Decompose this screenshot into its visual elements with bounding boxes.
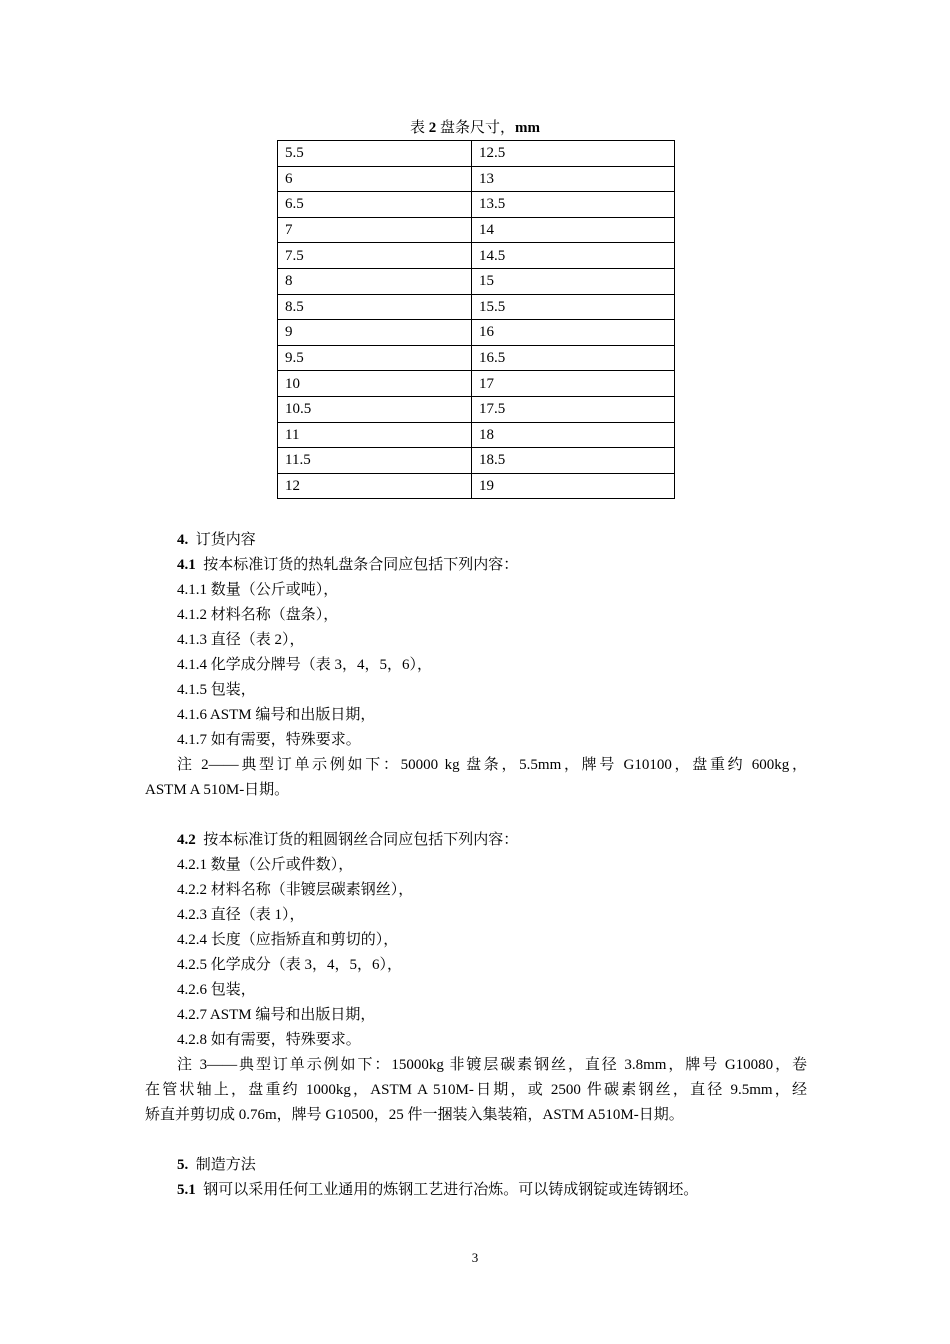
list-item: 4.2.3 直径（表 1）， [177, 907, 305, 923]
table-row [278, 217, 675, 243]
table-row [278, 243, 675, 269]
section-4-heading [177, 530, 256, 550]
table-cell: 11.5 [278, 448, 472, 474]
clause-5-1-number: 5.1 [177, 1182, 196, 1198]
table-cell: 11 [278, 422, 472, 448]
table-row [278, 192, 675, 218]
table-cell: 14 [472, 217, 675, 243]
table-cell: 16 [472, 320, 675, 346]
table-cell: 8.5 [278, 294, 472, 320]
list-item: 4.2.6 包装， [177, 982, 256, 998]
section-5-number: 5. [177, 1157, 189, 1173]
note-3-line-2: 在管状轴上，盘重约 1000kg，ASTM A 510M-日期，或 2500 件碳素钢丝，直径 9.5mm，经 [145, 1082, 807, 1098]
list-item: 4.2.1 数量（公斤或件数）， [177, 857, 354, 873]
coil-size-table [277, 140, 675, 499]
clause-4-1 [177, 555, 518, 575]
coil-size-table-body [278, 141, 675, 499]
caption-number: 2 [428, 120, 437, 136]
clause-5-1 [177, 1180, 698, 1200]
list-item: 4.2.4 长度（应指矫直和剪切的）， [177, 932, 399, 948]
clause-5-1-text: 钢可以采用任何工业通用的炼钢工艺进行冶炼。可以铸成钢锭或连铸钢坯。 [203, 1182, 699, 1198]
note-3-line-1: 注 3——典型订单示例如下：15000kg 非镀层碳素钢丝，直径 3.8mm，牌号 G10080，卷 [177, 1057, 807, 1073]
table-cell: 17.5 [472, 396, 675, 422]
table-row [278, 473, 675, 499]
clause-4-1-text: 按本标准订货的热轧盘条合同应包括下列内容： [203, 557, 519, 573]
list-item: 4.2.2 材料名称（非镀层碳素钢丝）， [177, 882, 414, 898]
clause-4-2 [177, 830, 518, 850]
table-cell: 18 [472, 422, 675, 448]
table-cell: 15 [472, 268, 675, 294]
list-item: 4.1.5 包装， [177, 682, 256, 698]
table-row [278, 396, 675, 422]
page-number: 3 [471, 1250, 479, 1265]
table-cell: 9.5 [278, 345, 472, 371]
list-item: 4.1.6 ASTM 编号和出版日期， [177, 707, 376, 723]
list-item: 4.1.2 材料名称（盘条）， [177, 607, 339, 623]
table-cell: 6.5 [278, 192, 472, 218]
list-item: 4.1.1 数量（公斤或吨）， [177, 582, 339, 598]
table-cell: 7.5 [278, 243, 472, 269]
list-item: 4.1.7 如有需要，特殊要求。 [177, 732, 361, 748]
table-cell: 7 [278, 217, 472, 243]
table-cell: 15.5 [472, 294, 675, 320]
table-cell: 5.5 [278, 141, 472, 167]
list-item: 4.2.5 化学成分（表 3，4，5，6）， [177, 957, 403, 973]
list-item: 4.2.8 如有需要，特殊要求。 [177, 1032, 361, 1048]
table-cell: 17 [472, 371, 675, 397]
table-row [278, 166, 675, 192]
table-row [278, 294, 675, 320]
table-cell: 16.5 [472, 345, 675, 371]
section-5-title: 制造方法 [195, 1157, 256, 1173]
section-5-heading [177, 1155, 256, 1175]
table-cell: 12.5 [472, 141, 675, 167]
table-cell: 18.5 [472, 448, 675, 474]
table-row [278, 320, 675, 346]
clause-4-1-number: 4.1 [177, 557, 196, 573]
caption-prefix: 表 [409, 120, 425, 136]
table-cell: 19 [472, 473, 675, 499]
section-4-number: 4. [177, 532, 189, 548]
clause-4-2-number: 4.2 [177, 832, 196, 848]
caption-text: 盘条尺寸， [440, 120, 516, 136]
table-cell: 13.5 [472, 192, 675, 218]
table-cell: 8 [278, 268, 472, 294]
note-2-line-2: ASTM A 510M-日期。 [145, 782, 290, 798]
table-cell: 14.5 [472, 243, 675, 269]
clause-4-2-text: 按本标准订货的粗圆钢丝合同应包括下列内容： [203, 832, 519, 848]
table-row [278, 345, 675, 371]
table-row [278, 448, 675, 474]
note-2-line-1: 注 2——典型订单示例如下：50000 kg 盘条，5.5mm，牌号 G10100，盘重约 600kg， [177, 757, 807, 773]
table-row [278, 422, 675, 448]
table-cell: 10.5 [278, 396, 472, 422]
table-cell: 9 [278, 320, 472, 346]
caption-unit: mm [515, 120, 541, 136]
table-row [278, 268, 675, 294]
list-item: 4.1.4 化学成分牌号（表 3，4，5，6）， [177, 657, 433, 673]
table-cell: 6 [278, 166, 472, 192]
list-item: 4.1.3 直径（表 2）， [177, 632, 305, 648]
table-cell: 13 [472, 166, 675, 192]
section-4-title: 订货内容 [195, 532, 256, 548]
table-row [278, 371, 675, 397]
table-caption [0, 118, 950, 138]
note-3-line-3: 矫直并剪切成 0.76m，牌号 G10500，25 件一捆装入集装箱，ASTM A510M-日期。 [145, 1107, 684, 1123]
table-row [278, 141, 675, 167]
table-cell: 12 [278, 473, 472, 499]
table-cell: 10 [278, 371, 472, 397]
list-item: 4.2.7 ASTM 编号和出版日期， [177, 1007, 376, 1023]
